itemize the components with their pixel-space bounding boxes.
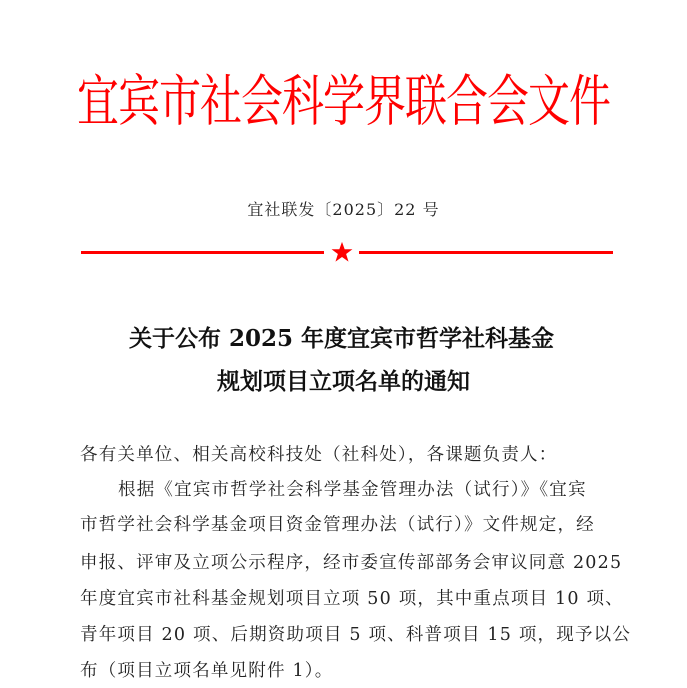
notice-body [76,438,632,681]
red-divider [81,250,613,262]
notice-title-line-2: 规划项目立项名单的通知 [217,368,470,395]
divider-line-left [81,251,324,254]
notice-title-line-1: 关于公布 2025 年度宜宾市哲学社科基金 [128,325,555,352]
body-paragraph-line: 根据《宜宾市哲学社会科学基金管理办法（试行）》《宜宾 [118,480,587,500]
body-paragraph-line: 布（项目立项名单见附件 1）。 [80,661,334,681]
body-paragraph-line: 年度宜宾市社科基金规划项目立项 50 项，其中重点项目 10 项、 [80,589,624,609]
body-paragraph-line: 申报、评审及立项公示程序，经市委宣传部部务会审议同意 2025 [80,553,623,573]
body-paragraph-line: 市哲学社会科学基金项目资金管理办法（试行）》文件规定，经 [80,515,595,535]
divider-line-right [359,251,613,254]
star-icon [331,241,353,263]
body-paragraph-line: 青年项目 20 项、后期资助项目 5 项、科普项目 15 项，现予以公 [80,625,632,645]
document-number: 宜社联发〔2025〕22 号 [247,200,440,219]
salutation: 各有关单位、相关高校科技处（社科处），各课题负责人： [80,445,558,465]
org-header-title: 宜宾市社会科学界联合会文件 [76,69,610,134]
